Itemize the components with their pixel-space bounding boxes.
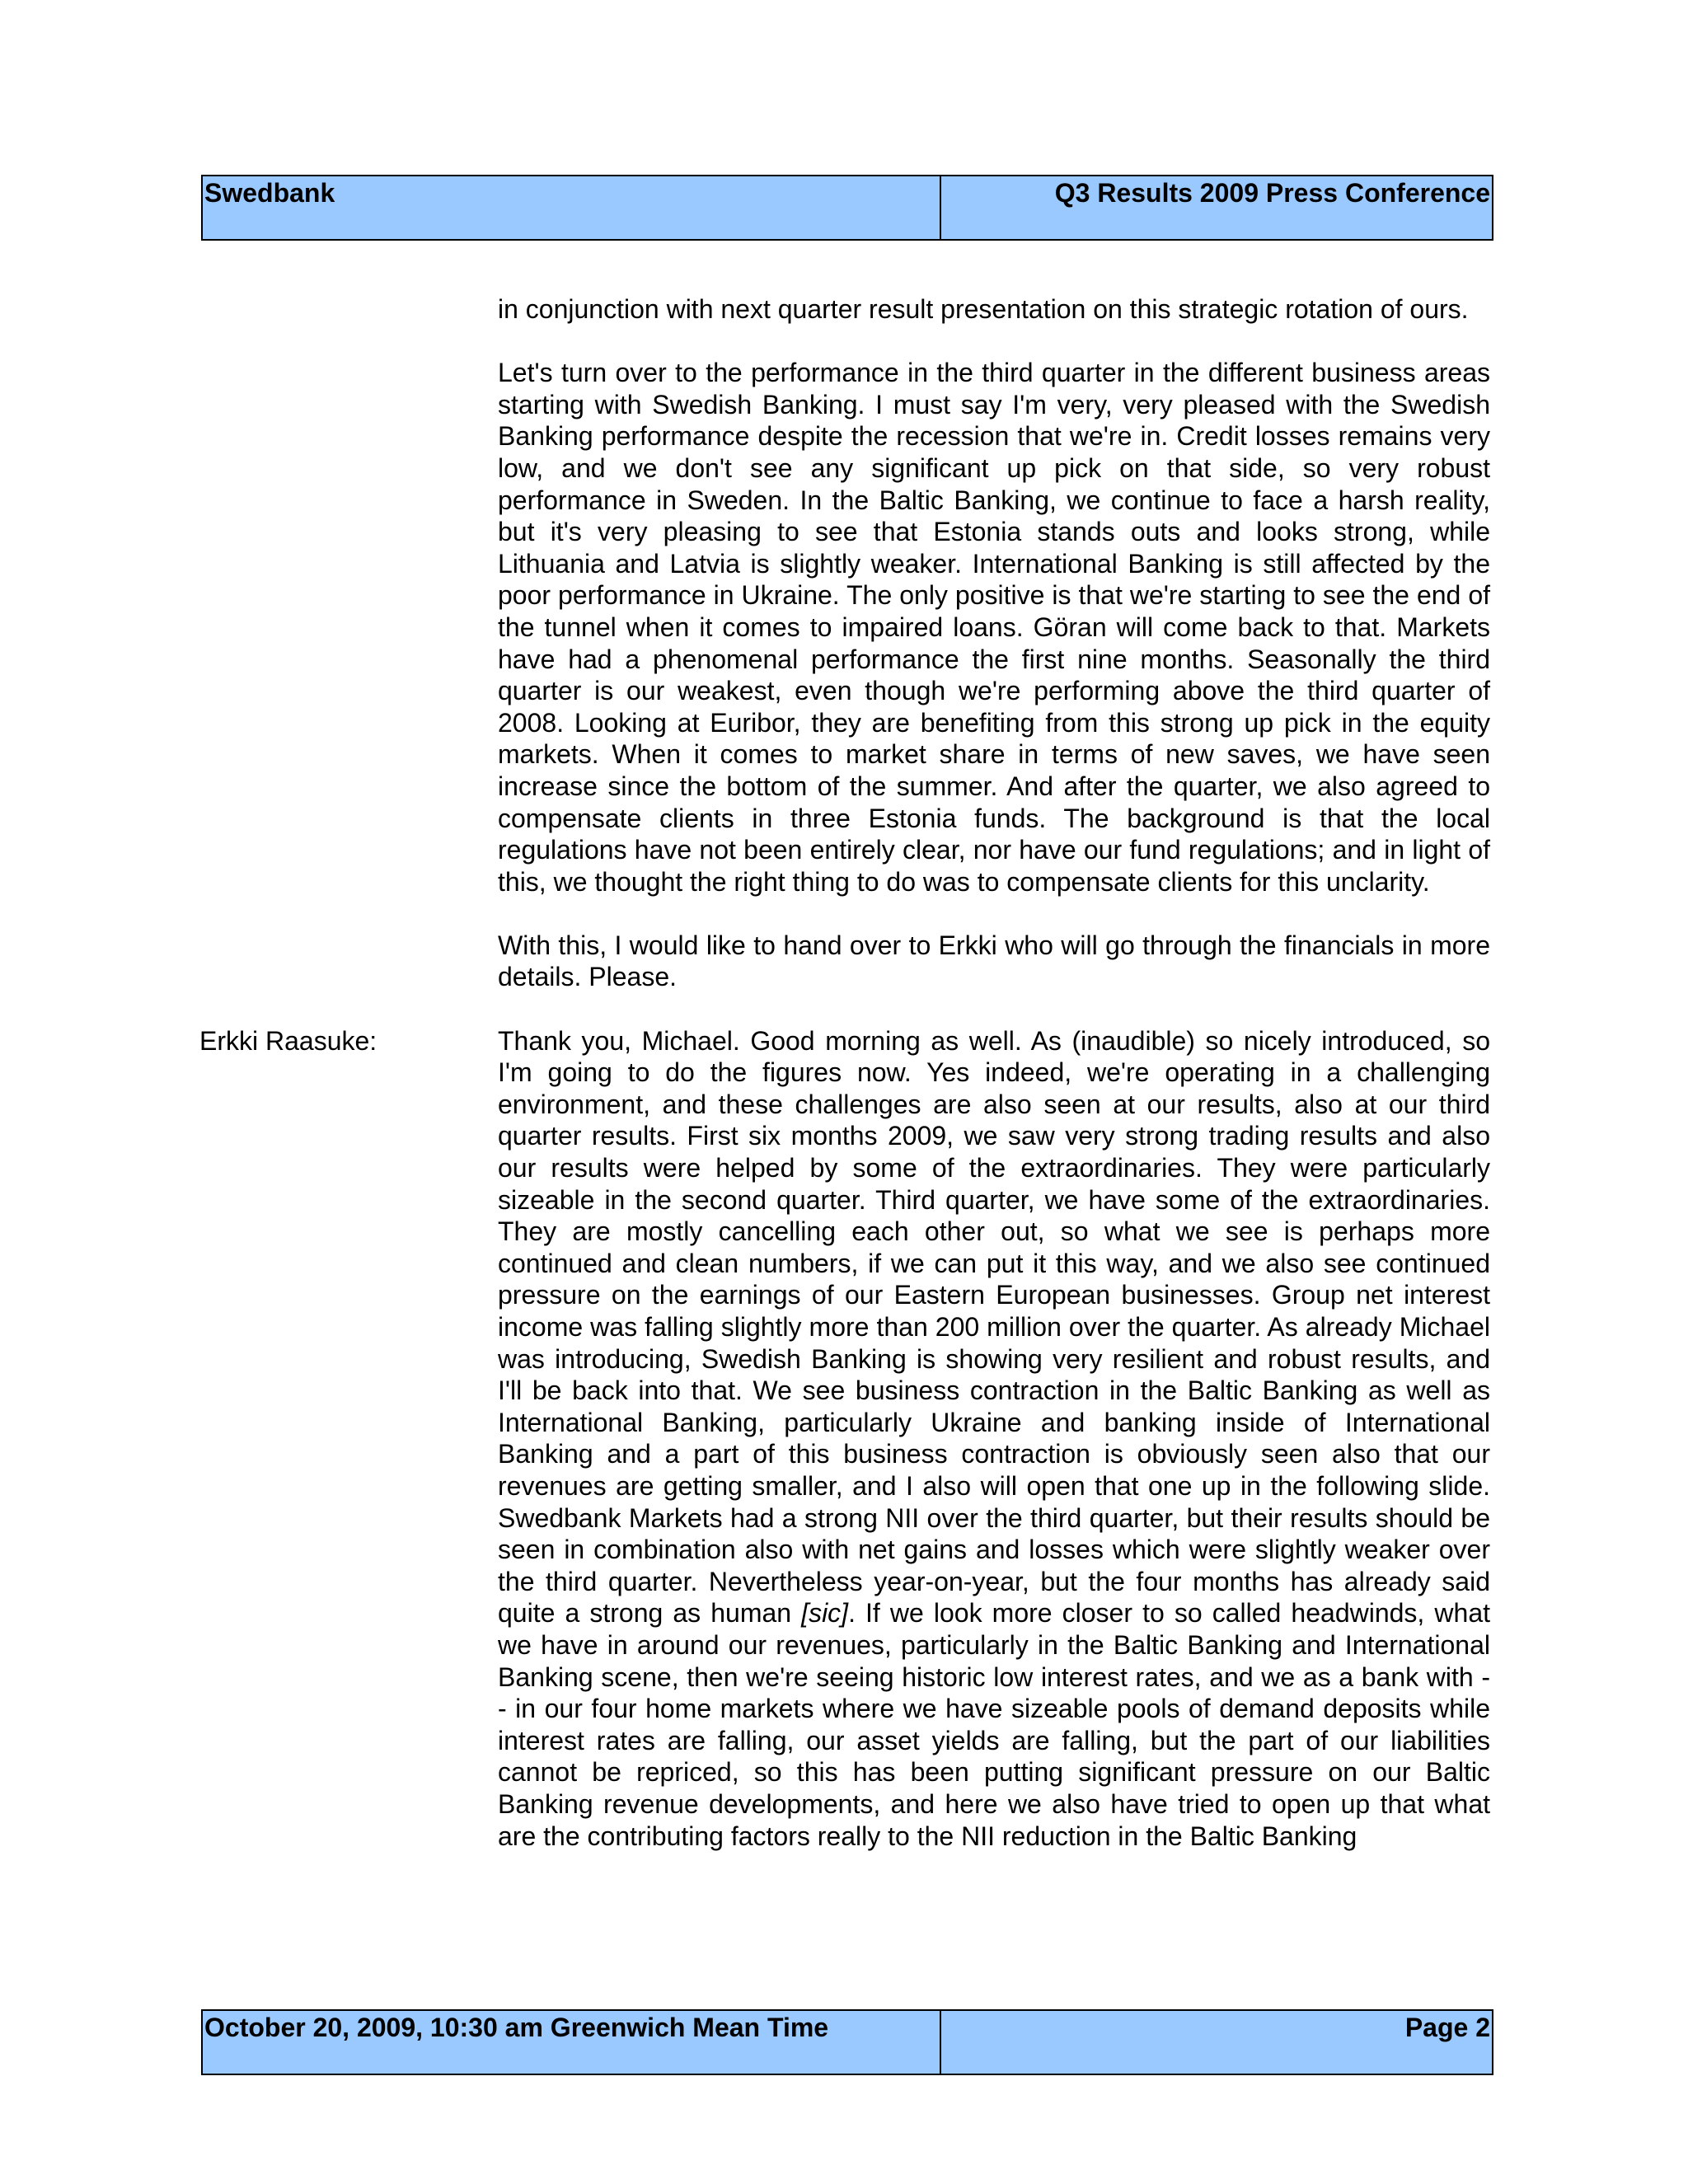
transcript-paragraph: in conjunction with next quarter result presentation on this strategic rotation of ours. xyxy=(498,294,1469,324)
speaker-name: Erkki Raasuke: xyxy=(199,1025,377,1056)
sic-annotation: [sic] xyxy=(801,1598,849,1629)
transcript-paragraph: Let's turn over to the performance in the third quarter in the different business areas starting with Swedish Banking. I must say I'm very, very pleased with the Swedish Banking performance despite the recession that we're in. Credit losses remains very low, and we don't see any significant up pick on that side, so very robust performance in Sweden. In the Baltic Banking, we continue to face a harsh reality, but it's very pleasing to see that Estonia stands outs and looks strong, while Lithuania and Latvia is slightly weaker. International Banking is still affected by the poor performance in Ukraine. The only positive is that we're starting to see the end of the tunnel when it comes to impaired loans. Göran will come back to that. Markets have had a phenomenal performance the first nine months. Seasonally the third quarter is our weakest, even though we're performing above the third quarter of 2008. Looking at Euribor, they are benefiting from this strong up pick in the equity markets. When it comes to market share in terms of new saves, we have seen increase since the bottom of the summer. And after the quarter, we also agreed to compensate clients in three Estonia funds. The background is that the local regulations have not been entirely clear, nor have our fund regulations; and in light of this, we thought the right thing to do was to compensate clients for this unclarity. xyxy=(498,358,1490,897)
transcript-paragraph: With this, I would like to hand over to Erkki who will go through the financials in more details. Please. xyxy=(498,930,1490,992)
footer-page-number: Page 2 xyxy=(1404,2013,1490,2042)
transcript-block-erkki xyxy=(0,1025,1688,1852)
transcript-body xyxy=(0,293,1688,1884)
paragraph-text: . If we look more closer to so called headwinds, what we have in around our revenues, particularly in the Baltic Banking and International Banking scene, then we're seeing historic low interest rates, and we as a bank with - - in our four home markets where we have sizeable pools of demand deposits while interest rates are falling, our asset yields are falling, but the part of our liabilities cannot be repriced, so this has been putting significant pressure on our Baltic Banking revenue developments, and here we also have tried to open up that what are the contributing factors really to the NII reduction in the Baltic Banking xyxy=(498,1598,1491,1851)
footer-datetime: October 20, 2009, 10:30 am Greenwich Mean Time xyxy=(203,2011,941,2074)
page-header xyxy=(201,175,1493,241)
page-footer xyxy=(201,2009,1493,2075)
transcript-block-michael xyxy=(0,293,1688,993)
transcript-paragraph xyxy=(498,1025,1490,1852)
header-company: Swedbank xyxy=(203,176,941,239)
header-event-title: Q3 Results 2009 Press Conference xyxy=(1054,178,1490,208)
paragraph-text: Thank you, Michael. Good morning as well. As (inaudible) so nicely introduced, so I'm going to do the figures now. Yes indeed, we're operating in a challenging environment, and these challenges are also seen at our results, also at our third quarter results. First six months 2009, we saw very strong trading results and also our results were helped by some of the extraordinaries. They were particularly sizeable in the second quarter. Third quarter, we have some of the extraordinaries. They are mostly cancelling each other out, so what we see is perhaps more continued and clean numbers, if we can put it this way, and we also see continued pressure on the earnings of our Eastern European businesses. Group net interest income was falling slightly more than 200 million over the quarter. As already Michael was introducing, Swedish Banking is showing very resilient and robust results, and I'll be back into that. We see business contraction in the Baltic Banking as well as International Banking, particularly Ukraine and banking inside of International Banking and a part of this business contraction is obviously seen also that our revenues are getting smaller, and I also will open that one up in the following slide. Swedbank Markets had a strong NII over the third quarter, but their results should be seen in combination also with net gains and losses which were slightly weaker over the third quarter. Nevertheless year-on-year, but the four months has already said quite a strong as human xyxy=(498,1025,1490,1629)
